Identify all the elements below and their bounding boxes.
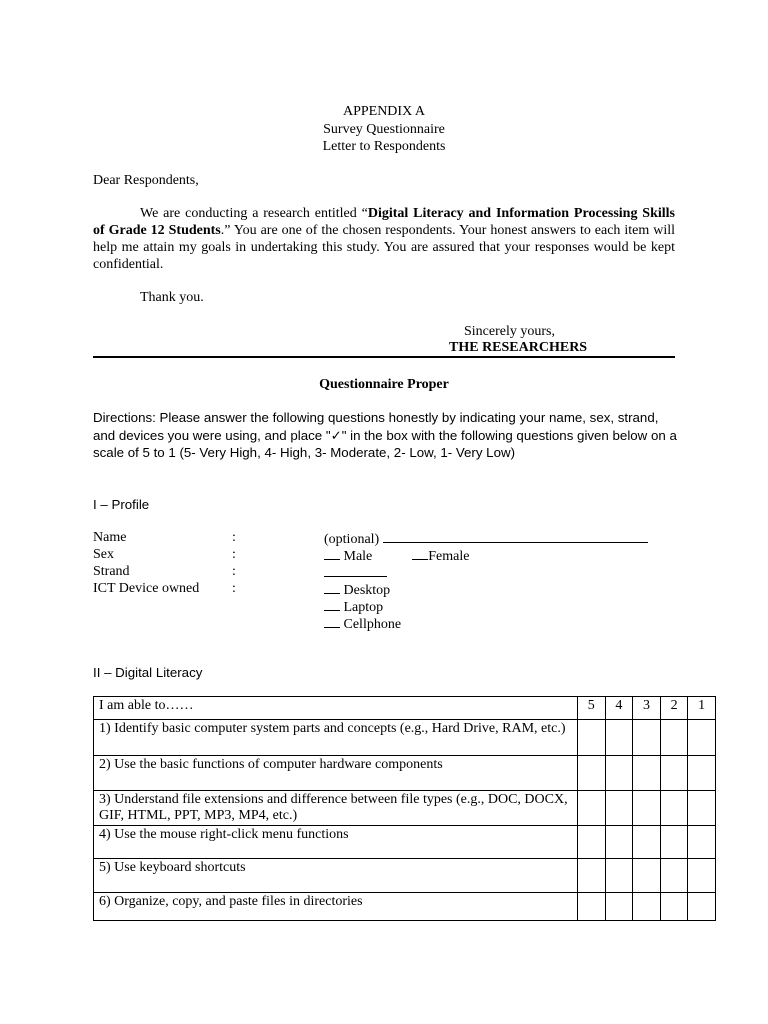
closing: Sincerely yours,: [464, 324, 555, 339]
sex-label: Sex: [93, 547, 114, 562]
table-header-row: [94, 697, 716, 720]
table-row: [94, 859, 716, 893]
name-optional-note: (optional): [324, 532, 380, 547]
letter-subtitle: Letter to Respondents: [322, 139, 446, 154]
salutation: Dear Respondents,: [93, 173, 199, 188]
female-blank[interactable]: [412, 546, 428, 560]
profile-row-device: [93, 580, 675, 597]
thank-you: Thank you.: [140, 290, 204, 305]
profile-row-name: [93, 529, 675, 546]
checkbox-cell-3[interactable]: [633, 791, 661, 826]
scale-header-3: 3: [633, 697, 661, 720]
scale-header-2: 2: [660, 697, 688, 720]
item-2: 2) Use the basic functions of computer hardware components: [94, 756, 578, 791]
profile-heading: I – Profile: [93, 497, 150, 512]
item-4: 4) Use the mouse right-click menu functions: [94, 826, 578, 859]
device-colon: :: [232, 581, 236, 596]
checkbox-cell-4[interactable]: [605, 720, 633, 756]
scale-header-4: 4: [605, 697, 633, 720]
checkbox-cell-1[interactable]: [688, 756, 716, 791]
checkbox-cell-3[interactable]: [633, 826, 661, 859]
profile-row-cellphone: [93, 614, 675, 631]
table-header-label: I am able to……: [94, 697, 578, 720]
digital-literacy-heading: II – Digital Literacy: [93, 665, 203, 680]
checkbox-cell-2[interactable]: [660, 720, 688, 756]
appendix-title: APPENDIX A: [342, 104, 426, 119]
male-blank[interactable]: [324, 546, 340, 560]
table-row: [94, 893, 716, 921]
checkbox-cell-4[interactable]: [605, 859, 633, 893]
checkbox-cell-5[interactable]: [578, 893, 606, 921]
survey-subtitle: Survey Questionnaire: [323, 122, 445, 137]
checkbox-cell-3[interactable]: [633, 859, 661, 893]
cellphone-option-row: [324, 614, 401, 633]
item-3: 3) Understand file extensions and difference between file types (e.g., DOC, DOCX, GIF, HTML, PPT, MP3, MP4, etc.): [94, 791, 578, 826]
scale-header-1: 1: [688, 697, 716, 720]
checkbox-cell-2[interactable]: [660, 756, 688, 791]
item-1: 1) Identify basic computer system parts and concepts (e.g., Hard Drive, RAM, etc.): [94, 720, 578, 756]
checkbox-cell-5[interactable]: [578, 756, 606, 791]
scale-header-5: 5: [578, 697, 606, 720]
checkbox-cell-2[interactable]: [660, 893, 688, 921]
checkbox-cell-1[interactable]: [688, 720, 716, 756]
desktop-blank[interactable]: [324, 580, 340, 594]
name-label: Name: [93, 530, 127, 545]
name-colon: :: [232, 530, 236, 545]
profile-row-laptop: [93, 597, 675, 614]
checkbox-cell-2[interactable]: [660, 826, 688, 859]
female-option: Female: [428, 549, 470, 564]
male-option: Male: [343, 549, 373, 564]
intro-text-before: We are conducting a research entitled “: [140, 206, 368, 221]
directions: Directions: Please answer the following questions honestly by indicating your name, sex, strand, and devices you were using, and place "✓" in the box with the following questions given below on a scale of 5 to 1 (5- Very High, 4- High, 3- Moderate, 2- Low, 1- Very Low): [93, 410, 677, 461]
strand-colon: :: [232, 564, 236, 579]
checkbox-cell-3[interactable]: [633, 756, 661, 791]
checkbox-cell-1[interactable]: [688, 893, 716, 921]
item-5: 5) Use keyboard shortcuts: [94, 859, 578, 893]
signature: THE RESEARCHERS: [449, 340, 588, 355]
device-label: ICT Device owned: [93, 581, 200, 596]
laptop-option: Laptop: [343, 600, 384, 615]
checkbox-cell-1[interactable]: [688, 791, 716, 826]
strand-blank[interactable]: [324, 563, 387, 577]
table-row: [94, 826, 716, 859]
checkbox-cell-4[interactable]: [605, 826, 633, 859]
laptop-blank[interactable]: [324, 597, 340, 611]
study-title: Digital Literacy and Information Processing Skills of Grade 12 Students: [93, 206, 675, 238]
questionnaire-title: Questionnaire Proper: [319, 377, 449, 392]
sex-colon: :: [232, 547, 236, 562]
intro-text-after: .” You are one of the chosen respondents. Your honest answers to each item will help me attain my goals in undertaking this study. You are assured that your responses would be kept confidential.: [93, 223, 676, 272]
checkbox-cell-5[interactable]: [578, 859, 606, 893]
profile-row-sex: [93, 546, 675, 563]
item-6: 6) Organize, copy, and paste files in directories: [94, 893, 578, 921]
cellphone-option: Cellphone: [343, 617, 402, 632]
digital-literacy-table: [93, 696, 716, 921]
checkbox-cell-5[interactable]: [578, 791, 606, 826]
checkbox-cell-3[interactable]: [633, 893, 661, 921]
checkbox-cell-5[interactable]: [578, 720, 606, 756]
table-row: [94, 756, 716, 791]
checkbox-cell-1[interactable]: [688, 826, 716, 859]
document-page: [93, 0, 706, 1024]
table-row: [94, 791, 716, 826]
intro-paragraph: [93, 205, 675, 273]
desktop-option: Desktop: [343, 583, 391, 598]
checkbox-cell-5[interactable]: [578, 826, 606, 859]
checkbox-cell-4[interactable]: [605, 791, 633, 826]
checkbox-cell-4[interactable]: [605, 756, 633, 791]
divider-rule: [93, 356, 675, 358]
checkbox-cell-3[interactable]: [633, 720, 661, 756]
strand-label: Strand: [93, 564, 130, 579]
checkbox-cell-2[interactable]: [660, 859, 688, 893]
cellphone-blank[interactable]: [324, 614, 340, 628]
checkbox-cell-4[interactable]: [605, 893, 633, 921]
name-blank[interactable]: [383, 529, 648, 543]
checkbox-cell-2[interactable]: [660, 791, 688, 826]
profile-row-strand: [93, 563, 675, 580]
checkbox-cell-1[interactable]: [688, 859, 716, 893]
table-row: [94, 720, 716, 756]
